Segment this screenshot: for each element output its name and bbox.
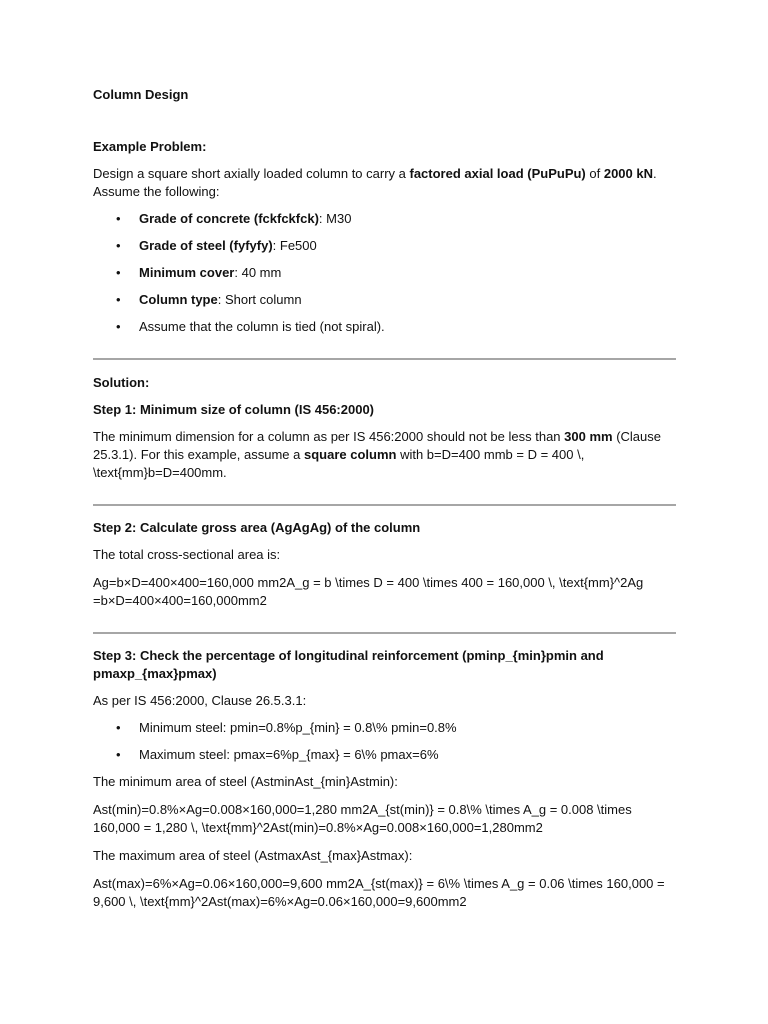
step1-heading: Step 1: Minimum size of column (IS 456:2000) [93, 402, 375, 417]
min-steel-formula: Ast(min)=0.8%×Ag=0.008×160,000=1,280 mm2A_{st(min)} = 0.8\% \times A_g = 0.008 \times 160,000 = 1,280 \, \text{mm}^2Ast(min)=0.8%×Ag=0.008×160,000=1,280mm2 [93, 802, 632, 835]
max-steel-formula: Ast(max)=6%×Ag=0.06×160,000=9,600 mm2A_{st(max)} = 6\% \times A_g = 0.06 \times 160,000 = 9,600 \, \text{mm}^2Ast(max)=6%×Ag=0.06×160,000=9,600mm2 [93, 876, 665, 909]
step1-text-3: with b=D=400 mmb = D = 400 \, \text{mm}b=D=400mm. [93, 447, 585, 480]
document-body [93, 86, 676, 911]
step3-heading: Step 3: Check the percentage of longitudinal reinforcement (pminp_{min}pmin and pmaxp_{max}pmax) [93, 648, 604, 681]
list-item [93, 318, 676, 336]
problem-statement [93, 165, 676, 201]
step1-text-1: The minimum dimension for a column as per IS 456:2000 should not be less than [93, 429, 565, 444]
assumption-text: Assume that the column is tied (not spiral). [139, 319, 385, 334]
bullet-icon: • [116, 211, 121, 226]
bullet-icon: • [116, 265, 121, 280]
step2-intro: The total cross-sectional area is: [93, 547, 281, 562]
assumption-value: : Fe500 [272, 238, 317, 253]
section-divider [93, 504, 676, 506]
problem-text-3: . Assume the following: [93, 166, 657, 199]
document-title: Column Design [93, 87, 189, 102]
list-item [93, 746, 676, 764]
assumptions-list [93, 210, 676, 336]
step1-bold-square: square column [303, 447, 397, 462]
steel-limits-list [93, 719, 676, 764]
bullet-icon: • [116, 319, 121, 334]
bullet-icon: • [116, 747, 121, 762]
bullet-icon: • [116, 292, 121, 307]
assumption-value: : M30 [318, 211, 352, 226]
example-heading: Example Problem: [93, 139, 207, 154]
max-steel-intro: The maximum area of steel (AstmaxAst_{max}Astmax): [93, 848, 413, 863]
assumption-label: Column type [139, 292, 218, 307]
section-divider [93, 632, 676, 634]
list-item [93, 264, 676, 282]
problem-text-1: Design a square short axially loaded column to carry a [93, 166, 410, 181]
section-divider [93, 358, 676, 360]
list-item [93, 210, 676, 228]
problem-text-2: of [585, 166, 604, 181]
list-item [93, 237, 676, 255]
step1-body [93, 428, 676, 482]
min-steel-intro: The minimum area of steel (AstminAst_{min}Astmin): [93, 774, 398, 789]
problem-bold-load: factored axial load (PuPuPu) [409, 166, 586, 181]
step3-clause: As per IS 456:2000, Clause 26.5.3.1: [93, 693, 307, 708]
step1-bold-min-size: 300 mm [564, 429, 613, 444]
steel-limit-text: Minimum steel: pmin=0.8%p_{min} = 0.8\% pmin=0.8% [139, 720, 457, 735]
bullet-icon: • [116, 720, 121, 735]
steel-limit-text: Maximum steel: pmax=6%p_{max} = 6\% pmax=6% [139, 747, 439, 762]
assumption-label: Minimum cover [139, 265, 235, 280]
step2-heading: Step 2: Calculate gross area (AgAgAg) of the column [93, 520, 421, 535]
list-item [93, 719, 676, 737]
assumption-value: : 40 mm [234, 265, 282, 280]
assumption-value: : Short column [217, 292, 302, 307]
bullet-icon: • [116, 238, 121, 253]
assumption-label: Grade of steel (fyfyfy) [139, 238, 273, 253]
assumption-label: Grade of concrete (fckfckfck) [139, 211, 319, 226]
step1-text-2: (Clause 25.3.1). For this example, assume a [93, 429, 661, 462]
step2-formula: Ag=b×D=400×400=160,000 mm2A_g = b \times D = 400 \times 400 = 160,000 \, \text{mm}^2Ag =b×D=400×400=160,000mm2 [93, 575, 644, 608]
solution-heading: Solution: [93, 375, 150, 390]
problem-bold-value: 2000 kN [603, 166, 653, 181]
list-item [93, 291, 676, 309]
